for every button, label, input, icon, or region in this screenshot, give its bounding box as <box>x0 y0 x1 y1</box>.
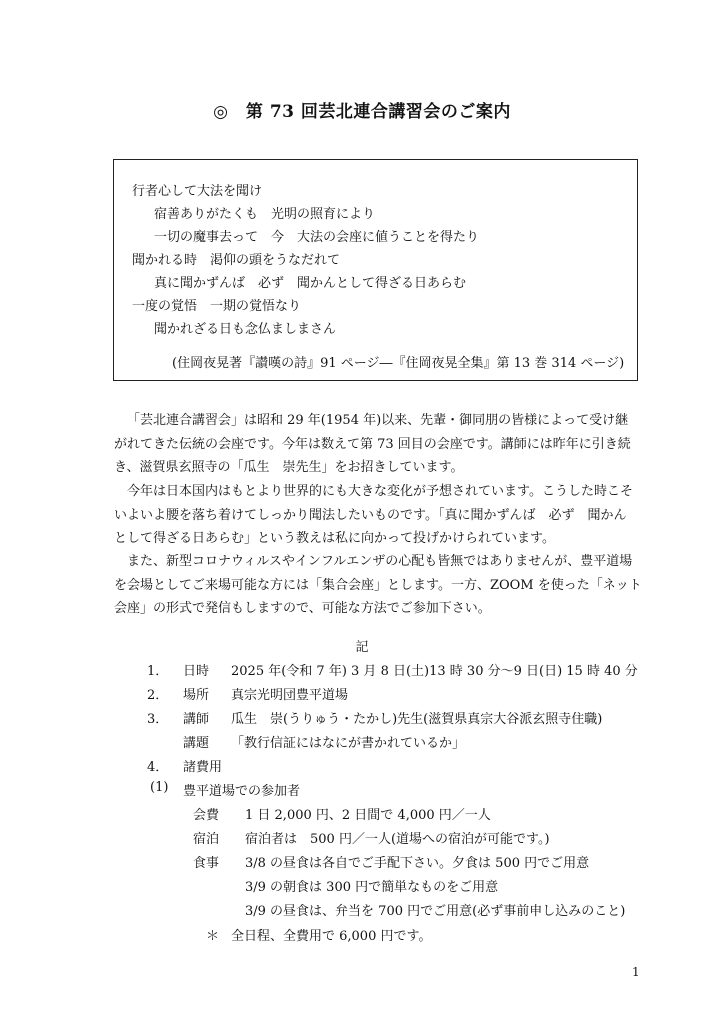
poem-line: 聞かれざる日も念仏ましまさん <box>154 322 337 337</box>
fee-label: 会費 <box>193 808 220 823</box>
item-number: 1． <box>147 664 169 679</box>
item-label-lecturer: 講師 <box>183 712 210 727</box>
paragraph-line: を会場としてご来場可能な方には「集合会座」とします。一方、ZOOM を使った「ネット <box>114 577 642 593</box>
poem-line: 真に聞かずんば 必ず 聞かんとして得ざる日あらむ <box>154 276 467 291</box>
fees-sub-label: 豊平道場での参加者 <box>183 784 301 799</box>
paragraph-line: いよいよ腰を落ち着けてしっかり聞法したいものです。「真に聞かずんば 必ず 聞かん <box>114 507 627 523</box>
item-label-date: 日時 <box>183 664 210 679</box>
page-number: 1 <box>632 965 640 979</box>
paragraph-line: 今年は日本国内はもとより世界的にも大きな変化が予想されています。こうした時こそ <box>127 484 633 499</box>
fee-value: 宿泊者は 500 円／一人(道場への宿泊が可能です。) <box>245 832 550 847</box>
fee-value: 3/9 の朝食は 300 円で簡単なものをご用意 <box>245 880 499 895</box>
second-paragraph <box>114 480 633 551</box>
item-value-date: 2025 年(令和 7 年) 3 月 8 日(土)13 時 30 分〜9 日(日) 15 時 40 分 <box>231 664 638 679</box>
poem-citation: (住岡夜晃著『讃嘆の詩』91 ページ―『住岡夜晃全集』第 13 巻 314 ページ) <box>172 356 625 371</box>
intro-paragraph <box>114 409 631 480</box>
paragraph-line: また、新型コロナウィルスやインフルエンザの心配も皆無ではありませんが、豊平道場 <box>127 554 633 569</box>
note-mark: ＊ <box>206 929 220 944</box>
ki-heading: 記 <box>355 640 369 655</box>
item-label-fees: 諸費用 <box>183 760 223 775</box>
paragraph-line: 「芸北連合講習会」は昭和 29 年(1954 年)以来、先輩・御同朋の皆様によって受け継 <box>127 413 629 428</box>
fee-label: 宿泊 <box>193 832 220 847</box>
poem-line: 行者心して大法を聞け <box>132 184 263 199</box>
paragraph-line: き、滋賀県玄照寺の「瓜生 崇先生」をお招きしています。 <box>114 460 464 475</box>
fees-note: 全日程、全費用で 6,000 円です。 <box>231 929 432 944</box>
fee-value: 3/8 の昼食は各自でご手配下さい。夕食は 500 円でご用意 <box>245 856 590 871</box>
poem-line: 一度の覚悟 一期の覚悟なり <box>132 299 302 314</box>
item-number: 2． <box>147 688 169 703</box>
fee-value: 3/9 の昼食は、弁当を 700 円でご用意(必ず事前申し込みのこと) <box>245 904 626 919</box>
item-value-lecturer: 瓜生 崇(うりゅう・たかし)先生(滋賀県真宗大谷派玄照寺住職) <box>231 712 603 727</box>
poem-line: 宿善ありがたくも 光明の照育により <box>154 207 376 222</box>
item-number: 3． <box>147 712 169 727</box>
fees-sub-number: (1) <box>150 780 169 795</box>
fee-label: 食事 <box>193 856 220 871</box>
paragraph-line: がれてきた伝統の会座です。今年は数えて第 73 回目の会座です。講師には昨年に引き続 <box>114 436 631 452</box>
item-label-place: 場所 <box>183 688 210 703</box>
item-label-topic: 講題 <box>183 736 210 751</box>
poem-line: 聞かれる時 渇仰の頭をうなだれて <box>132 253 341 268</box>
page-title: ◎ 第 73 回芸北連合講習会のご案内 <box>213 102 511 122</box>
fee-value: 1 日 2,000 円、2 日間で 4,000 円／一人 <box>245 808 491 823</box>
item-number: 4． <box>147 760 169 775</box>
paragraph-line: 会座」の形式で発信もしますので、可能な方法でご参加下さい。 <box>114 601 491 616</box>
third-paragraph <box>114 550 642 621</box>
poem-box <box>113 159 638 381</box>
poem-line: 一切の魔事去って 今 大法の会座に値うことを得たり <box>154 230 480 245</box>
item-value-topic: 「教行信証にはなにが書かれているか」 <box>231 736 466 751</box>
paragraph-line: として得ざる日あらむ」という教えは私に向かって投げかけられています。 <box>114 531 555 546</box>
item-value-place: 真宗光明団豊平道場 <box>231 688 349 703</box>
